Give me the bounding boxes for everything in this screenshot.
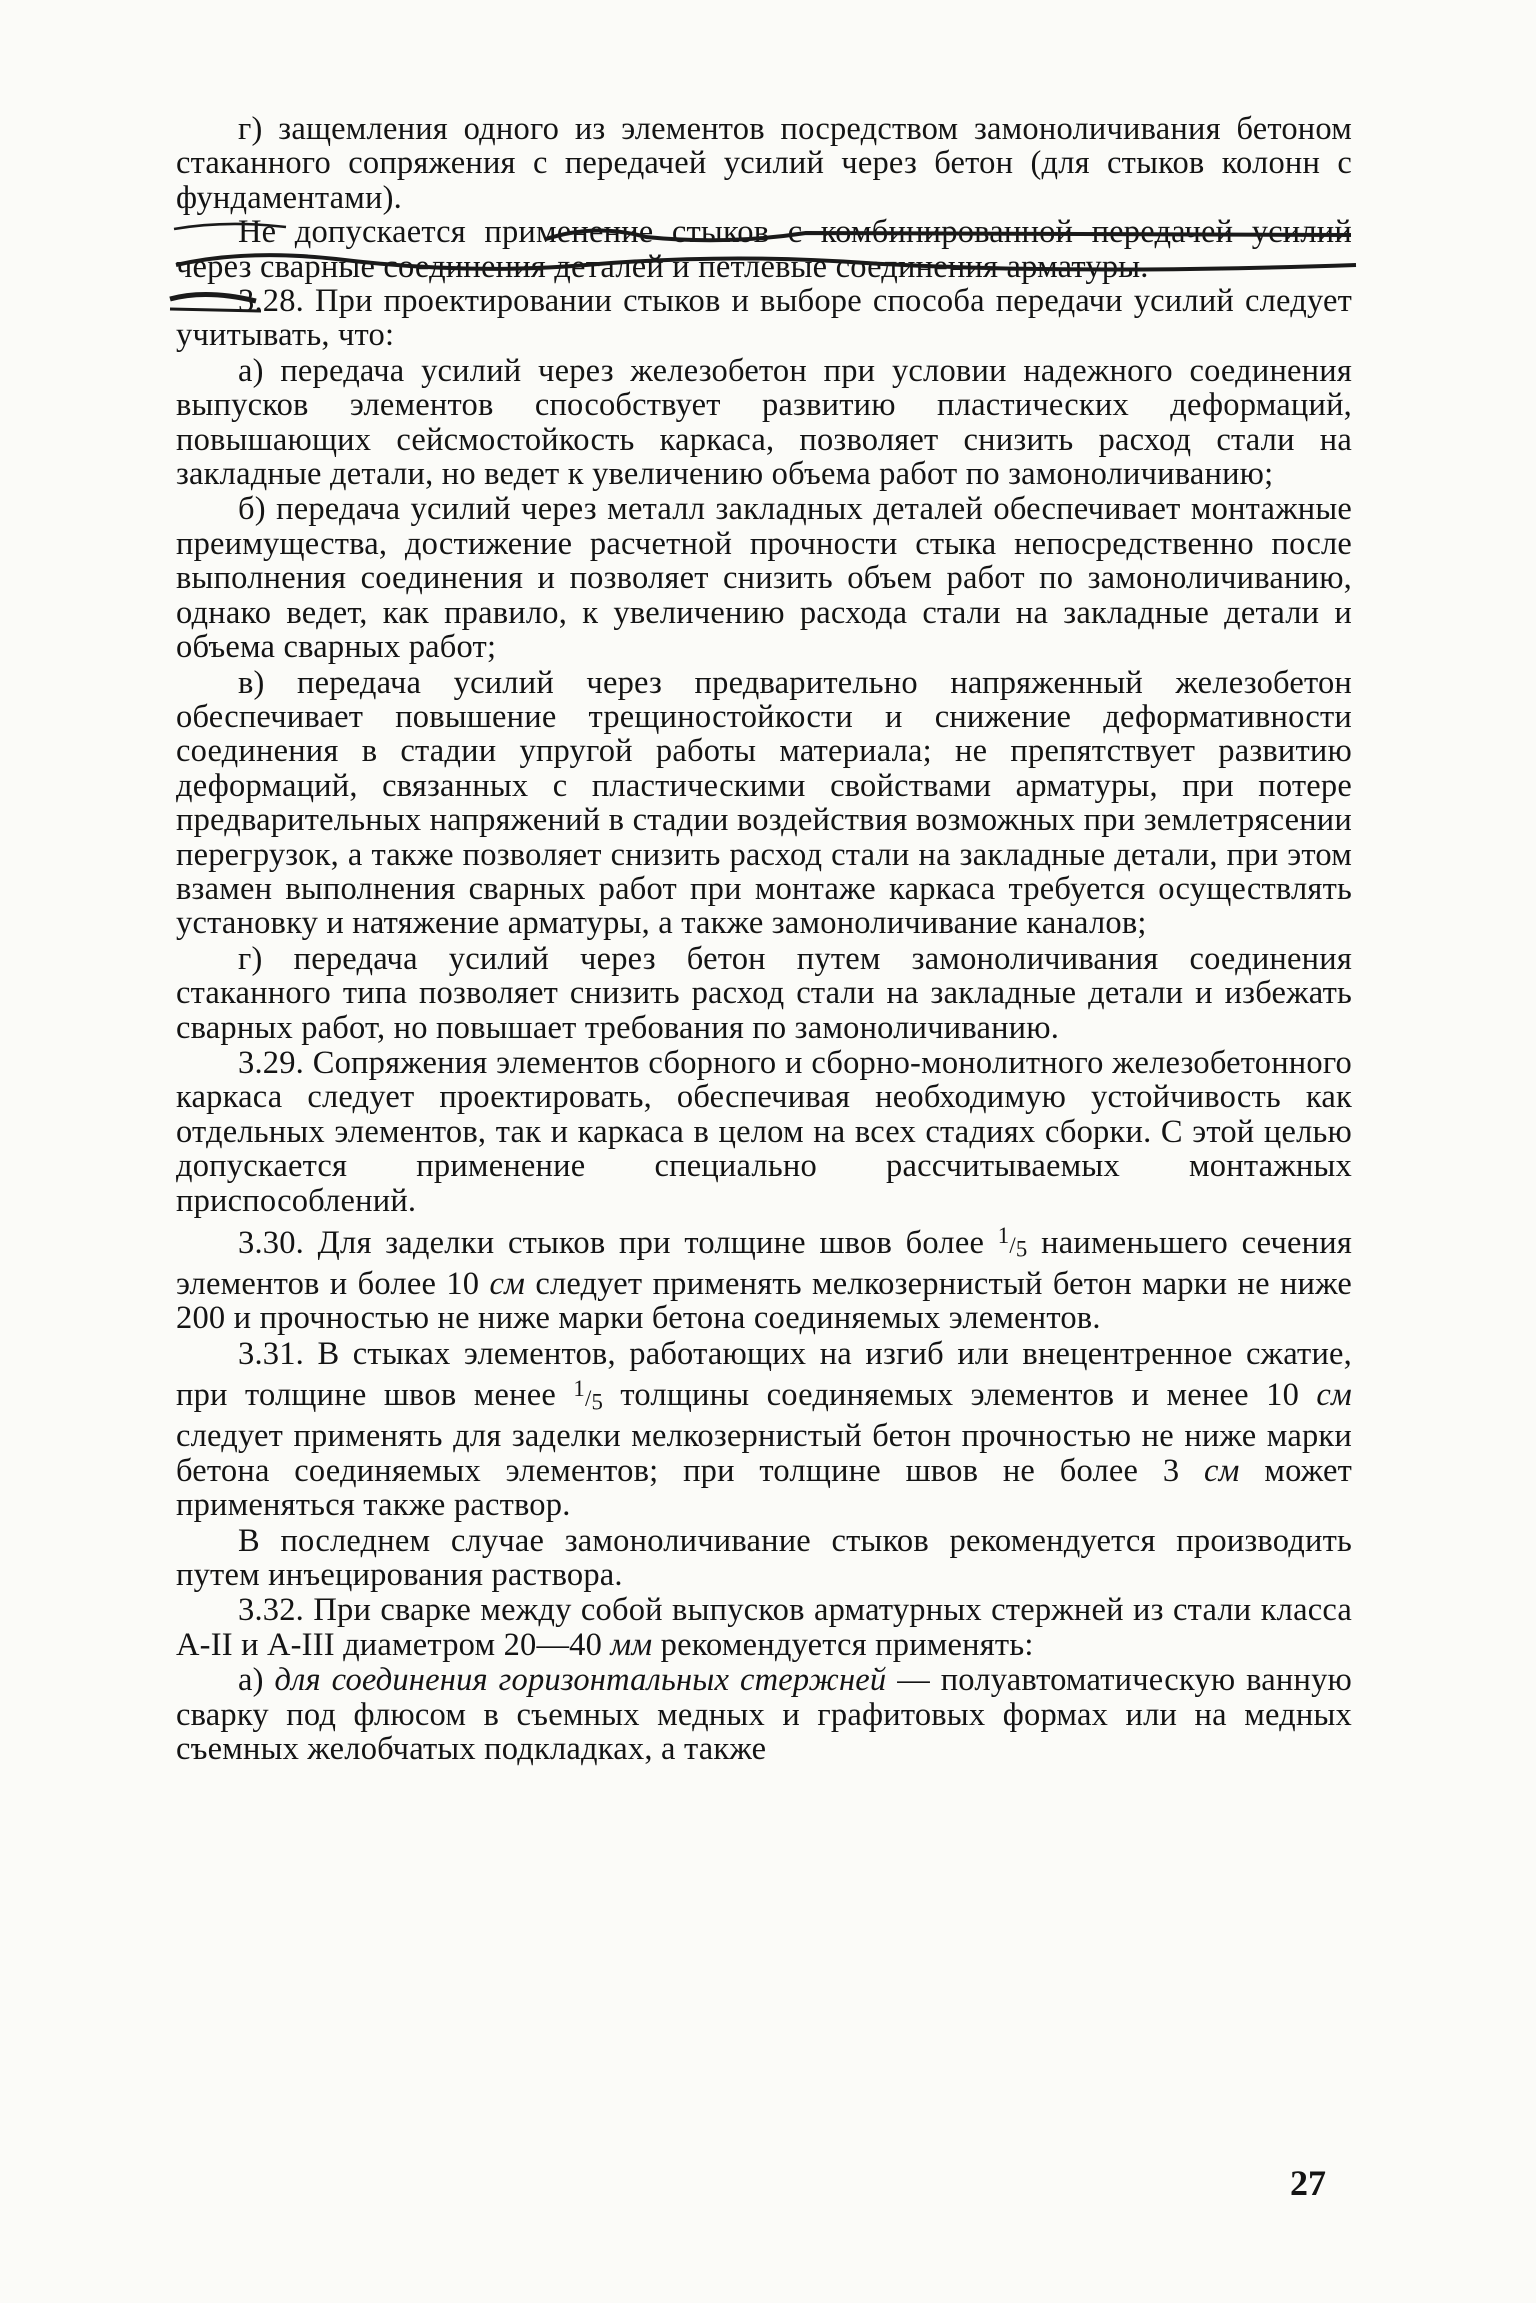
clause-3-31-text-a: 3.31. В стыках элементов, работающих на изгиб или внецентренное сжатие, при толщине швов менее (176, 1335, 1352, 1414)
paragraph-g-foundation: г) защемления одного из элементов посредством замоноличивания бетоном стаканного сопряжения с передачей усилий через бетон (для стыков колонн с фундаментами). (176, 111, 1352, 216)
item-g-concrete-grouting: г) передача усилий через бетон путем замоноличивания соединения стаканного типа позволяет снизить расход стали на закладные детали и избежать сварных работ, но повышает требования по замоноличиванию. (176, 940, 1352, 1046)
item-a-horizontal-bars (176, 1663, 1352, 1766)
unit-cm: см (1204, 1452, 1240, 1489)
item-emphasis: для соединения горизонтальных стержней (274, 1662, 887, 1699)
clause-3-30 (176, 1219, 1352, 1336)
clause-3-31-note: В последнем случае замоноличивание стыков рекомендуется производить путем инъецирования раствора. (176, 1522, 1352, 1593)
item-label: а) (238, 1662, 264, 1699)
clause-3-31-text-b: толщины соединяемых элементов и менее 10 (620, 1377, 1300, 1414)
unit-mm: мм (610, 1626, 653, 1663)
clause-3-31-text-d: может применяться также раствор. (176, 1452, 1352, 1524)
item-v-prestressed: в) передача усилий через предварительно напряженный железобетон обеспечивает повышение трещиностойкости и снижение деформативности соединения в стадии упругой работы материала; не препятствует развитию деформаций, связанных с пластическими свойствами арматуры, при потере предварительных напряжений в стадии воздействия возможных при землетрясении перегрузок, а также позволяет снизить расход стали на закладные детали, при этом взамен выполнения сварных работ при монтаже каркаса требуется осуществлять установку и натяжение арматуры, а также замоноличивание каналов; (176, 664, 1352, 942)
clause-3-32-text-b: рекомендуется применять: (660, 1626, 1034, 1663)
clause-3-30-text-b: наименьшего сечения элементов и более 10 (176, 1225, 1352, 1303)
clause-3-32-text-a: 3.32. При сварке между собой выпусков арматурных стержней из стали класса А-II и А-III диаметром 20—40 (176, 1592, 1352, 1663)
unit-cm: см (489, 1266, 526, 1303)
clause-3-28: 3.28. При проектировании стыков и выборе способа передачи усилий следует учитывать, что: (176, 283, 1352, 354)
clause-3-30-text-a: 3.30. Для заделки стыков при толщине швов более (238, 1225, 985, 1262)
page-number: 27 (1290, 2163, 1326, 2203)
clause-3-30-text-c: следует применять мелкозернистый бетон марки не ниже 200 и прочностью не ниже марки бетона соединяемых элементов. (176, 1266, 1352, 1337)
unit-cm: см (1316, 1377, 1352, 1414)
clause-3-31-text-c: следует применять для заделки мелкозернистый бетон прочностью не ниже марки бетона соединяемых элементов; при толщине швов не более 3 (176, 1418, 1352, 1489)
clause-3-32 (176, 1593, 1352, 1662)
struck-text: Не допускается применение стыков с комбинированной передачей усилий через сварные соединения деталей и петлевые соединения арматуры. (176, 214, 1352, 285)
item-a-reinforced-concrete: а) передача усилий через железобетон при условии надежного соединения выпусков элементов способствует развитию пластических деформаций, повышающих сейсмостойкость каркаса, позволяет снизить расход стали на закладные детали, но ведет к увеличению объема работ по замоноличиванию; (176, 352, 1352, 493)
fraction-one-fifth: $^1/_5$ (573, 1375, 604, 1414)
item-text: — полуавтоматическую ванную сварку под флюсом в съемных медных и графитовых формах или на медных съемных желобчатых подкладках, а также (176, 1662, 1352, 1767)
page-text (176, 112, 1352, 1766)
struck-paragraph (176, 215, 1352, 284)
clause-3-29: 3.29. Сопряжения элементов сборного и сборно-монолитного железобетонного каркаса следует проектировать, обеспечивая необходимую устойчивость как отдельных элементов, так и каркаса в целом на всех стадиях сборки. С этой целью допускается применение специально рассчитываемых монтажных приспособлений. (176, 1044, 1352, 1219)
clause-3-31 (176, 1337, 1352, 1523)
fraction-one-fifth: $^1/_5$ (997, 1223, 1028, 1262)
item-b-embedded-metal: б) передача усилий через металл закладных деталей обеспечивает монтажные преимущества, достижение расчетной прочности стыка непосредственно после выполнения соединения и позволяет снизить объем работ по замоноличиванию, однако ведет, как правило, к увеличению расхода стали на закладные детали и объема сварных работ; (176, 491, 1352, 666)
